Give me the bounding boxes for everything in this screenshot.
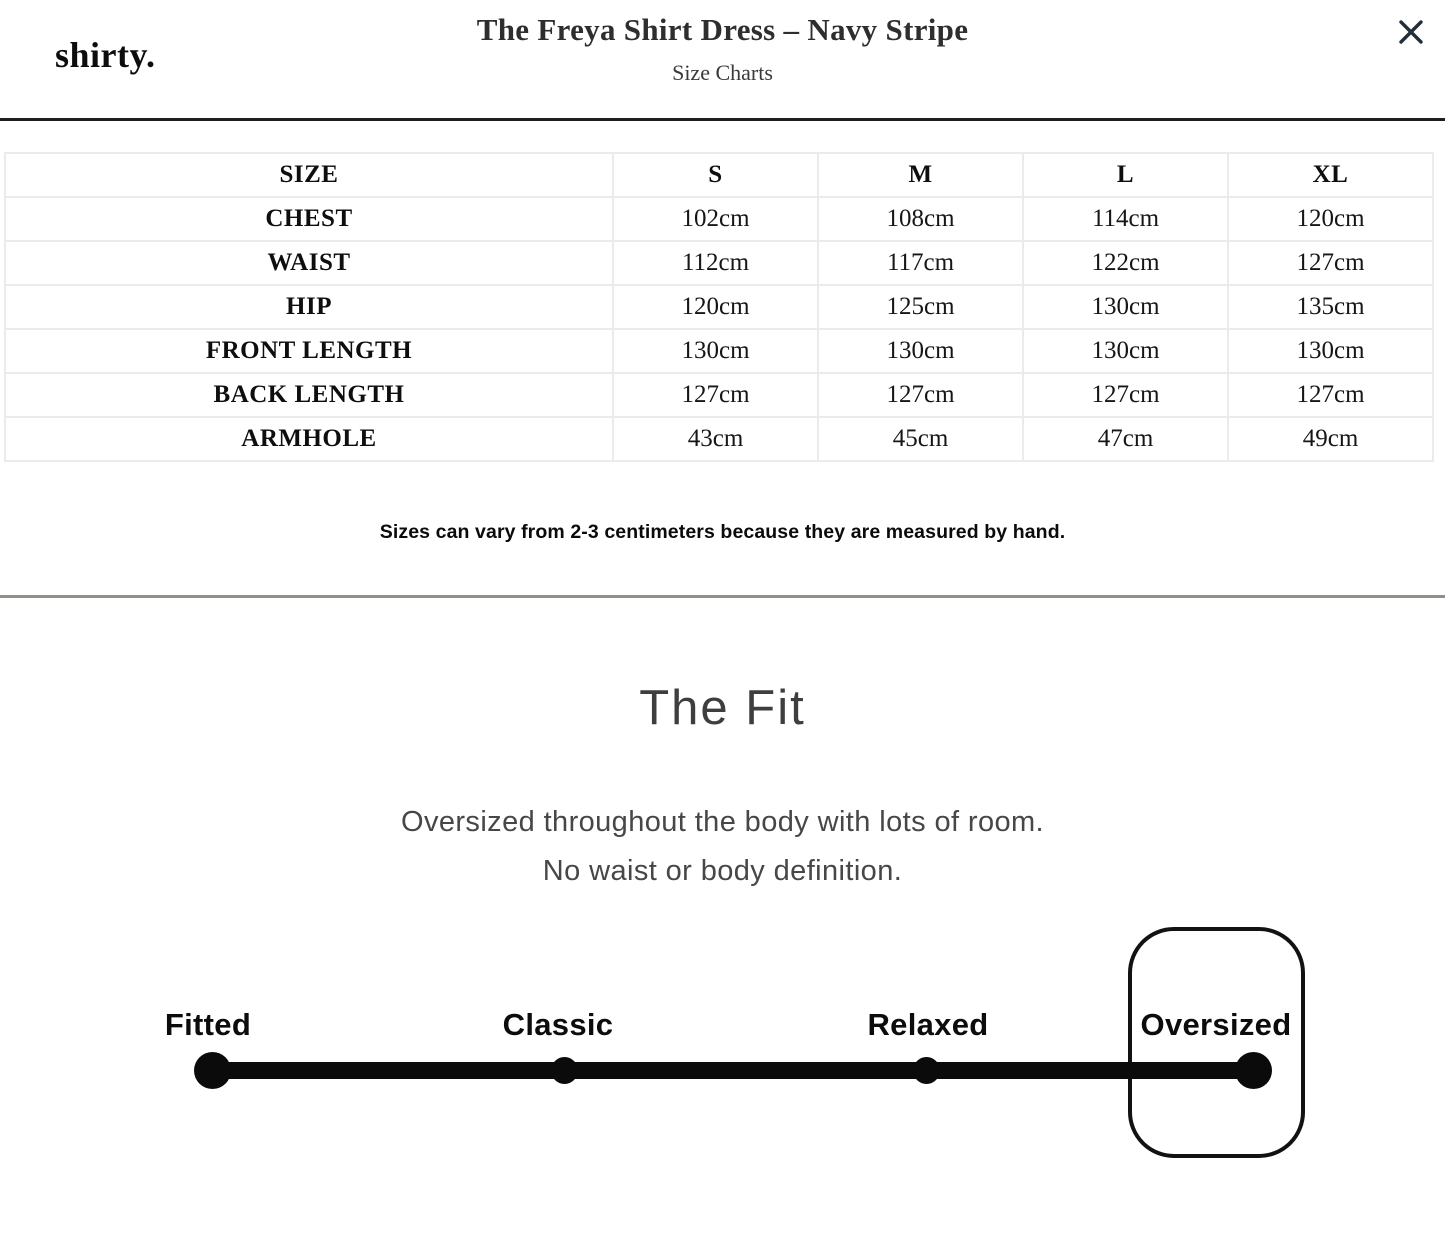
cell-armhole-l: 47cm	[1023, 417, 1228, 461]
column-header-m: M	[818, 153, 1023, 197]
cell-chest-m: 108cm	[818, 197, 1023, 241]
brand-logo: shirty.	[55, 35, 156, 75]
fit-description-line1: Oversized throughout the body with lots of room.	[400, 806, 1045, 838]
cell-hip-xl: 135cm	[1228, 285, 1433, 329]
table-row	[5, 197, 1433, 241]
cell-waist-xl: 127cm	[1228, 241, 1433, 285]
cell-waist-l: 122cm	[1023, 241, 1228, 285]
section-divider	[0, 595, 1445, 598]
table-row	[5, 285, 1433, 329]
column-header-l: L	[1023, 153, 1228, 197]
cell-back-length-l: 127cm	[1023, 373, 1228, 417]
row-label-hip: HIP	[5, 285, 613, 329]
fit-section-title: The Fit	[639, 681, 806, 735]
fit-dot-oversized	[1235, 1052, 1272, 1089]
header-divider	[0, 118, 1445, 121]
fit-dot-relaxed	[913, 1057, 940, 1084]
cell-front-length-l: 130cm	[1023, 329, 1228, 373]
column-header-s: S	[613, 153, 818, 197]
close-button[interactable]	[1390, 11, 1432, 53]
cell-chest-s: 102cm	[613, 197, 818, 241]
cell-back-length-xl: 127cm	[1228, 373, 1433, 417]
row-label-back-length: BACK LENGTH	[5, 373, 613, 417]
fit-scale-line	[212, 1062, 1254, 1079]
cell-waist-m: 117cm	[818, 241, 1023, 285]
cell-front-length-m: 130cm	[818, 329, 1023, 373]
fit-dot-classic	[551, 1057, 578, 1084]
column-header-xl: XL	[1228, 153, 1433, 197]
cell-front-length-s: 130cm	[613, 329, 818, 373]
fit-scale	[0, 900, 1445, 1210]
cell-armhole-m: 45cm	[818, 417, 1023, 461]
fit-label-oversized: Oversized	[1140, 1007, 1292, 1042]
close-icon	[1393, 14, 1429, 50]
cell-hip-s: 120cm	[613, 285, 818, 329]
cell-armhole-s: 43cm	[613, 417, 818, 461]
cell-front-length-xl: 130cm	[1228, 329, 1433, 373]
table-row	[5, 373, 1433, 417]
fit-label-relaxed: Relaxed	[867, 1007, 989, 1042]
fit-dot-fitted	[194, 1052, 231, 1089]
cell-armhole-xl: 49cm	[1228, 417, 1433, 461]
size-chart-table	[4, 152, 1434, 462]
table-row	[5, 241, 1433, 285]
fit-label-fitted: Fitted	[164, 1007, 252, 1042]
product-title: The Freya Shirt Dress – Navy Stripe	[476, 12, 969, 47]
table-header-row	[5, 153, 1433, 197]
row-label-chest: CHEST	[5, 197, 613, 241]
fit-label-classic: Classic	[502, 1007, 614, 1042]
cell-chest-xl: 120cm	[1228, 197, 1433, 241]
modal-subtitle: Size Charts	[672, 60, 773, 85]
row-label-waist: WAIST	[5, 241, 613, 285]
row-label-front-length: FRONT LENGTH	[5, 329, 613, 373]
cell-waist-s: 112cm	[613, 241, 818, 285]
table-row	[5, 329, 1433, 373]
cell-back-length-m: 127cm	[818, 373, 1023, 417]
cell-back-length-s: 127cm	[613, 373, 818, 417]
fit-description-line2: No waist or body definition.	[542, 855, 903, 887]
column-header-size: SIZE	[5, 153, 613, 197]
cell-chest-l: 114cm	[1023, 197, 1228, 241]
row-label-armhole: ARMHOLE	[5, 417, 613, 461]
table-row	[5, 417, 1433, 461]
cell-hip-l: 130cm	[1023, 285, 1228, 329]
measurement-note: Sizes can vary from 2-3 centimeters because they are measured by hand.	[379, 521, 1066, 543]
cell-hip-m: 125cm	[818, 285, 1023, 329]
